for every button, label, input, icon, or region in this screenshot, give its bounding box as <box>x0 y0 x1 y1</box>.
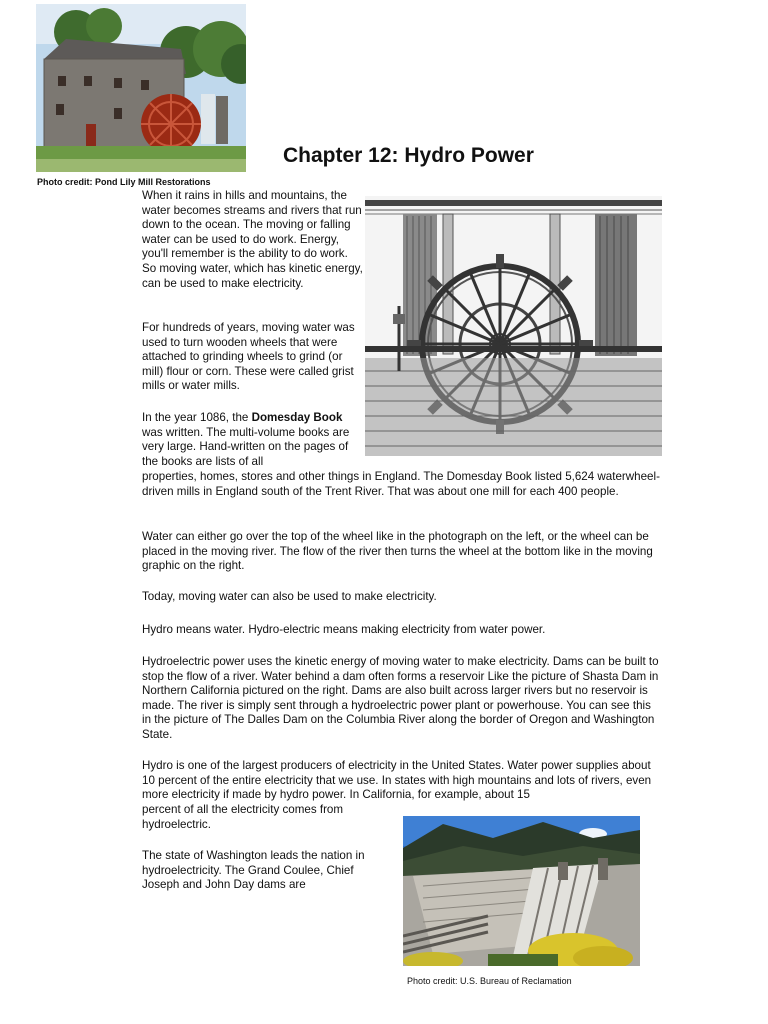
dam-photo-credit: Photo credit: U.S. Bureau of Reclamation <box>407 976 572 986</box>
paragraph-8-continued: percent of all the electricity comes from hydroelectric. <box>142 803 344 831</box>
paragraph-7: Hydroelectric power uses the kinetic energy of moving water to make electricity. Dams can be built to stop the flow of a river. Water behind a dam often forms a reservoir Like the picture of Shasta Dam in Northern California pictured on the right. Dams are also built across larger rivers but no reservoir is made. The river is simply sent through a hydroelectric power plant or powerhouse. You can see this in the picture of The Dalles Dam on the Columbia River along the border of Oregon and Washington State. <box>142 655 659 741</box>
mill-photo <box>36 4 246 172</box>
paragraph-1: When it rains in hills and mountains, the water becomes streams and rivers that run down to the ocean. The moving or falling water can be used to do work. Energy, you'll remember is the ability to do work. So moving water, which has kinetic energy, can be used to make electricity. <box>142 189 363 290</box>
paragraph-5: Today, moving water can also be used to make electricity. <box>142 590 437 603</box>
paragraph-2: For hundreds of years, moving water was used to turn wooden wheels that were attached to grinding wheels to grind (or mill) flour or corn. These were called grist mills or water mills. <box>142 321 355 393</box>
paragraph-3-continued: properties, homes, stores and other things in England. The Domesday Book listed 5,624 waterwheel-driven mills in England south of the Trent River. That was about one mill for each 400 people. <box>142 470 660 498</box>
page-title: Chapter 12: Hydro Power <box>283 144 534 167</box>
waterwheel-illustration <box>365 196 662 456</box>
paragraph-6: Hydro means water. Hydro-electric means making electricity from water power. <box>142 623 546 636</box>
paragraph-3-post: was written. The multi-volume books are very large. Hand-written on the pages of the books are lists of all <box>142 425 350 468</box>
mill-photo-credit: Photo credit: Pond Lily Mill Restorations <box>37 177 211 187</box>
paragraph-3 <box>142 411 366 469</box>
domesday-book-term: Domesday Book <box>251 411 343 424</box>
paragraph-8: Hydro is one of the largest producers of electricity in the United States. Water power supplies about 10 percent of the entire electricity that we use. In states with high mountains and lots of rivers, even more electricity if made by hydro power. In California, for example, about 15 <box>142 759 652 802</box>
dam-photo <box>403 816 640 966</box>
paragraph-9: The state of Washington leads the nation in hydroelectricity. The Grand Coulee, Chief Joseph and John Day dams are <box>142 849 365 892</box>
paragraph-3-pre: In the year 1086, the <box>142 411 252 424</box>
paragraph-4: Water can either go over the top of the wheel like in the photograph on the left, or the wheel can be placed in the moving river. The flow of the river then turns the wheel at the bottom like in the moving graphic on the right. <box>142 530 653 573</box>
